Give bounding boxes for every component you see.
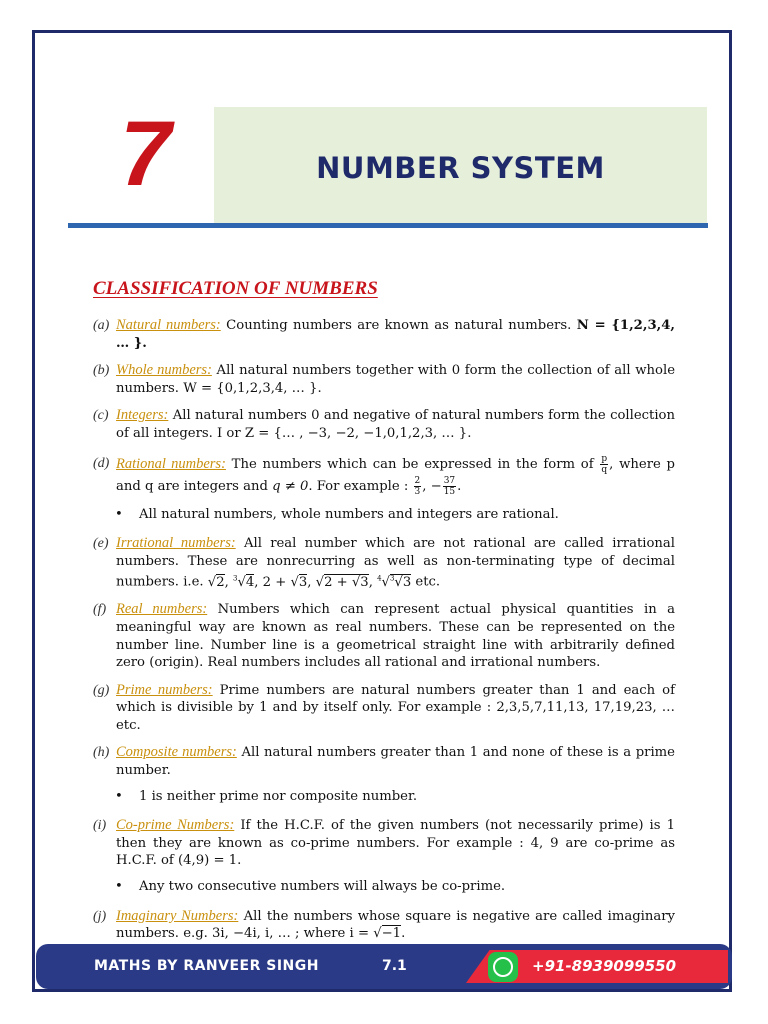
term-natural-numbers: Natural numbers: — [116, 317, 221, 333]
term-whole-numbers: Whole numbers: — [116, 362, 212, 379]
term-co-prime-numbers: Co-prime Numbers: — [116, 817, 235, 834]
fraction-example-2: $\frac{37}{15}$ — [443, 475, 456, 497]
list-item: (b) Whole numbers: All natural numbers together with 0 form the collection of all whole numbers. W = {0,1,2,3,4, … }. — [93, 362, 675, 396]
term-irrational-numbers: Irrational numbers: — [116, 535, 236, 552]
term-rational-numbers: Rational numbers: — [116, 455, 226, 472]
list-item: (h) Composite numbers: All natural numbers greater than 1 and none of these is a prime number. — [93, 744, 675, 779]
list-item: (g) Prime numbers: Prime numbers are natural numbers greater than 1 and each of which is divisible by 1 and by itself only. For example : 2,3,5,7,11,13, 17,19,23, … etc. — [93, 681, 675, 733]
title-rule — [68, 223, 708, 228]
list-item: (e) Irrational numbers: All real number which are not rational are called irrational numbers. These are nonrecurring as well as non-terminating type of decimal numbers. i.e. √2, $^3$√4, 2 + √3, √2 + √3, $^4$√$^3$√3 etc. — [93, 535, 675, 590]
list-item: (f) Real numbers: Numbers which can represent actual physical quantities in a meaningful way are known as real numbers. These can be represented on the number line. Number line is a geometrical straight line with arbitrarily defined zero (origin). Real numbers includes all rational and irrational numbers. — [93, 601, 676, 671]
page-number: 7.1 — [382, 958, 407, 974]
footer-banner — [36, 944, 732, 989]
footer-author: MATHS BY RANVEER SINGH — [94, 958, 319, 974]
list-item: (a) Natural numbers: Counting numbers are known as natural numbers. N = {1,2,3,4, … }. — [93, 317, 675, 351]
bullet-item: • Any two consecutive numbers will always be co-prime. — [115, 879, 506, 895]
term-integers: Integers: — [116, 407, 169, 424]
bullet-item: • All natural numbers, whole numbers and integers are rational. — [115, 506, 559, 522]
term-prime-numbers: Prime numbers: — [116, 681, 213, 698]
list-item: (j) Imaginary Numbers: All the numbers whose square is negative are called imaginary numbers. e.g. 3i, −4i, i, … ; where i = √−1. — [93, 907, 675, 942]
footer-phone: +91-8939099550 — [532, 957, 677, 975]
fraction-example-1: $\frac{2}{3}$ — [414, 475, 421, 497]
content — [93, 317, 675, 953]
term-composite-numbers: Composite numbers: — [116, 744, 237, 761]
bullet-item: • 1 is neither prime nor composite number. — [115, 788, 418, 804]
irrational-examples: √2, $^3$√4, 2 + √3, √2 + √3, $^4$√$^3$√3 — [207, 574, 412, 590]
term-real-numbers: Real numbers: — [116, 601, 208, 618]
fraction-p-q: $\frac{p}{q}$ — [601, 453, 608, 475]
whatsapp-icon — [488, 952, 518, 982]
list-item: (i) Co-prime Numbers: If the H.C.F. of the given numbers (not necessarily prime) is 1 then they are known as co-prime numbers. For example : 4, 9 are co-prime as H.C.F. of (4,9) = 1. — [93, 817, 675, 869]
section-heading: CLASSIFICATION OF NUMBERS — [93, 278, 378, 299]
chapter-title-box — [214, 107, 707, 223]
list-item: (c) Integers: All natural numbers 0 and negative of natural numbers form the collection of all integers. I or Z = {… , −3, −2, −1,0,1,2,3, … }. — [93, 407, 675, 441]
chapter-number: 7 — [120, 103, 172, 205]
term-imaginary-numbers: Imaginary Numbers: — [116, 907, 239, 924]
sqrt-minus-one: √−1 — [373, 926, 402, 942]
chapter-title: NUMBER SYSTEM — [316, 151, 605, 185]
list-item: (d) Rational numbers: The numbers which can be expressed in the form of $\frac{p}{q}$ , where p and q are integers and q ≠ 0. For example : $\frac{2}{3}$ , − $\frac{37}{15}$ . — [93, 453, 676, 497]
